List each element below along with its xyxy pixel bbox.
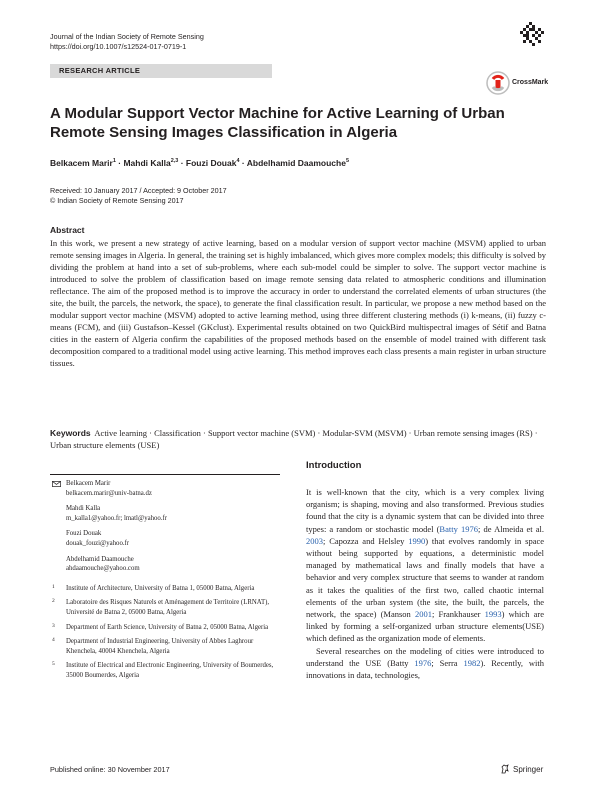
author-affiliation-mark: 4: [236, 158, 240, 164]
affiliation-text: Department of Earth Science, University of Batna 2, 05000 Batna, Algeria: [66, 623, 269, 631]
author-name[interactable]: Fouzi Douak: [185, 157, 237, 168]
introduction-paragraph: [306, 486, 544, 645]
author-affiliation-mark: 2,3: [170, 158, 179, 164]
citation-link[interactable]: 2001: [414, 609, 432, 620]
crossmark-label: CrossMark: [512, 79, 549, 86]
keywords-label: Keywords: [50, 428, 91, 438]
citation-link[interactable]: 1993: [484, 609, 502, 620]
citation-link[interactable]: 1976: [414, 657, 432, 668]
keywords-section: [50, 427, 546, 451]
paragraph-text: Several researches on the modeling of cities were introduced to understand the USE (Batty: [306, 645, 544, 668]
copyright-notice: © Indian Society of Remote Sensing 2017: [50, 195, 184, 205]
abstract-text: In this work, we present a new strategy of active learning, based on a modular version of support vector machine (MSVM) applied to urban remote sensing images in Algeria. In general, the training set is highly imbalanced, which gives more complex models; this difficulty is solved by dividing the problem at hand into a set of sub-problems, where each sub-model could be simpler to solve. The support vector machine is introduced to solve the problem of classification based on image remote sensing data related to atmospheric conditions and illumination reflectance. The aim of the proposed method is to improve the accuracy in order to understand the correlated elements of urban structures (the site, the built, the parcels, the network, the space), to generate the final classification result. In particular, we propose a new method based on the modular support vector machine (MSVM) adopted to active learning method, using three different clustering methods (i) k-means, (ii) fuzzy c-means (FCM), and (iii) Gustafson–Kessel (GKclust). Experimental results obtained on two QuickBird multispectral images of Sétif and Batna cities in the eastern of Algeria confirm the capabilities of the proposed methods based on the ensemble of model trained with different task decomposition compared to a traditional model using active learning. This method improves each class presents a main register in urban structure tissues.: [50, 238, 546, 368]
affiliation-entry: [50, 623, 280, 633]
doi-link[interactable]: https://doi.org/10.1007/s12524-017-0719-1: [50, 42, 187, 51]
paragraph-text: ; Frankhauser: [431, 609, 485, 620]
author-name[interactable]: Belkacem Marir: [50, 157, 113, 168]
introduction-paragraph: [306, 645, 544, 682]
affiliation-number: 1: [52, 583, 55, 590]
citation-link[interactable]: 1990: [408, 535, 426, 546]
article-type-banner: [50, 64, 272, 78]
crossmark-badge[interactable]: [486, 71, 552, 95]
author-name[interactable]: Mahdi Kalla: [123, 157, 171, 168]
contact-entry: [50, 529, 280, 548]
keywords-text: Active learning · Classification · Support vector machine (SVM) · Modular-SVM (MSVM) · Urban remote sensing images (RS) · Urban structure elements (USE): [50, 428, 538, 450]
introduction-text: [306, 486, 544, 681]
affiliation-text: Laboratoire des Risques Naturels et Aménagement de Territoire (LRNAT), Université de Batna 2, 05000 Batna, Algeria: [66, 599, 270, 616]
affiliation-entry: [50, 661, 280, 680]
contact-entry: [50, 555, 280, 574]
paragraph-text: ; Serra: [431, 657, 464, 668]
article-dates: [50, 186, 227, 205]
springer-horse-icon: [500, 764, 510, 774]
author-separator: ·: [239, 157, 247, 168]
contact-entry: [50, 504, 280, 523]
footnote-divider: [50, 474, 280, 475]
contact-email[interactable]: m_kalla1@yahoo.fr; lmatl@yahoo.fr: [66, 514, 168, 522]
affiliation-number: 5: [52, 661, 55, 668]
affiliation-entry: [50, 584, 280, 594]
author-name[interactable]: Abdelhamid Daamouche: [246, 157, 346, 168]
contact-email[interactable]: belkacem.marir@univ-batna.dz: [66, 489, 152, 497]
publisher-name: Springer: [513, 765, 544, 774]
qr-code-icon: [520, 22, 544, 46]
author-contacts: [50, 479, 280, 686]
affiliation-number: 2: [52, 598, 55, 605]
citation-link[interactable]: Batty 1976: [439, 523, 478, 534]
contact-entry: [50, 479, 280, 498]
paragraph-text: It is well-known that the city, which is a very complex living organism; is shaping, moving and also transformed. Previous studies found that the city is a dynamic system that can be divided into three types: a random or stochastic model (: [306, 487, 544, 534]
article-title: A Modular Support Vector Machine for Active Learning of Urban Remote Sensing Images Classification in Algeria: [50, 105, 505, 141]
paragraph-text: ; Capozza and Helsley: [323, 535, 409, 546]
received-accepted-dates: Received: 10 January 2017 / Accepted: 9 October 2017: [50, 186, 227, 195]
affiliation-entry: [50, 598, 280, 617]
author-affiliation-mark: 1: [112, 158, 116, 164]
paragraph-text: ) that evolves randomly in space without being supported by equations, a deterministic model managed by mathematical laws and finally models that have a behavior and very complex structure that seems to wander at random as it takes the qualities of the first two, called chaotic internal elements of the urban system (the site, the built, the parcels, the network, the space) (Manson: [306, 535, 545, 620]
introduction-heading: Introduction: [306, 460, 362, 471]
author-list: [50, 156, 550, 169]
author-separator: ·: [178, 157, 186, 168]
paragraph-text: ) which are linked by forming a self-organized urban structure elements(USE) which defined as the organization mode of elements.: [306, 609, 544, 644]
abstract-heading: Abstract: [50, 225, 85, 235]
envelope-icon: [52, 481, 61, 487]
author-separator: ·: [115, 157, 124, 168]
publisher-logo: [500, 764, 543, 774]
contact-email[interactable]: ahdaamouche@yahoo.com: [66, 565, 140, 573]
affiliation-number: 3: [52, 622, 55, 629]
paragraph-text: ). Recently, with innovations in data, technologies,: [306, 657, 545, 681]
author-affiliation-mark: 5: [345, 158, 350, 164]
citation-link[interactable]: 2003: [306, 535, 323, 546]
contact-name: Abdelhamid Daamouche: [66, 555, 134, 563]
contact-email[interactable]: douak_fouzi@yahoo.fr: [66, 539, 130, 547]
affiliation-text: Institute of Architecture, University of Batna 1, 05000 Batna, Algeria: [66, 584, 255, 592]
affiliation-number: 4: [52, 637, 55, 644]
contact-name: Fouzi Douak: [66, 530, 102, 538]
affiliation-text: Department of Industrial Engineering, University of Abbes Laghrour Khenchela, 40004 Khenchela, Algeria: [66, 638, 254, 655]
contact-name: Belkacem Marir: [66, 480, 111, 487]
published-online-date: Published online: 30 November 2017: [50, 765, 170, 774]
contact-name: Mahdi Kalla: [66, 505, 101, 513]
affiliation-text: Institute of Electrical and Electronic Engineering, University of Boumerdes, 35000 Boumerdes, Algeria: [66, 662, 274, 679]
journal-name: Journal of the Indian Society of Remote Sensing: [50, 32, 204, 41]
affiliation-entry: [50, 637, 280, 656]
article-type-label: RESEARCH ARTICLE: [59, 66, 141, 75]
crossmark-icon: [486, 71, 510, 95]
paragraph-text: ; de Almeida et al.: [477, 523, 545, 534]
citation-link[interactable]: 1982: [463, 657, 481, 668]
